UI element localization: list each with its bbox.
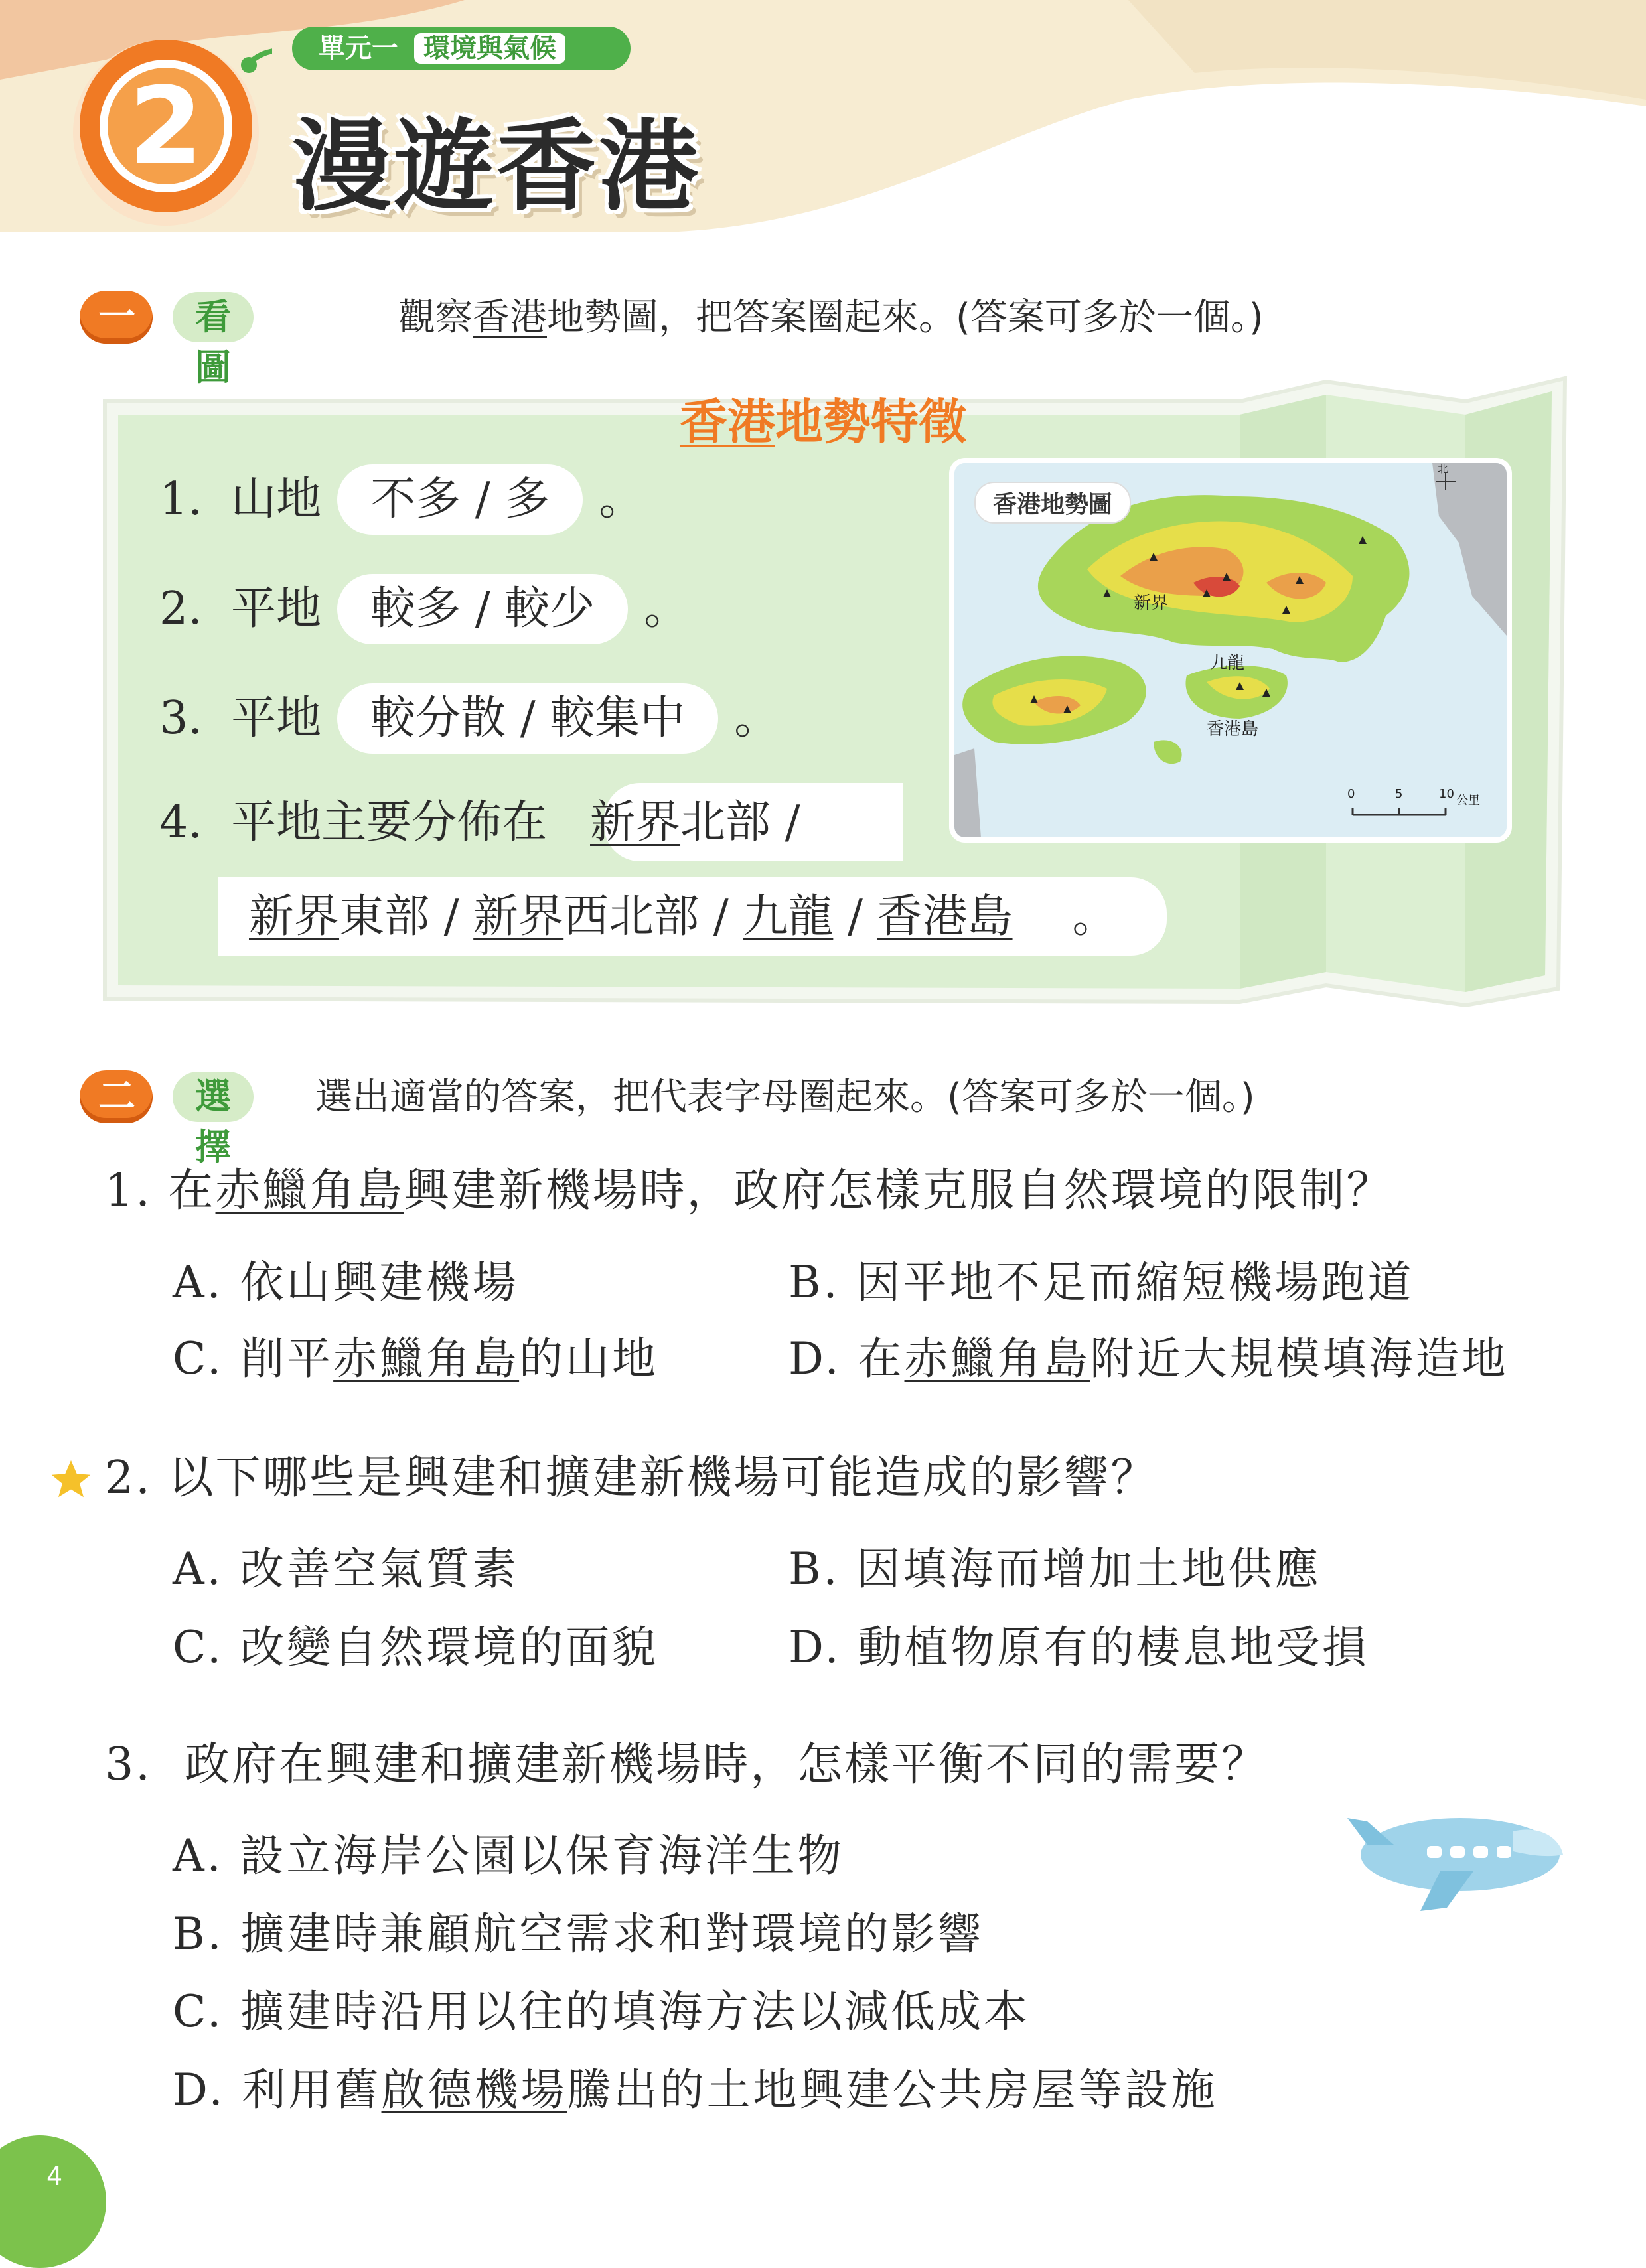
q2-option-c[interactable]: C. 改變自然環境的面貌	[173, 1622, 659, 1673]
map-label: 香港地勢圖	[974, 482, 1131, 524]
page-number-badge	[0, 2135, 106, 2268]
choice-pill-3[interactable]: 較分散 / 較集中	[337, 683, 718, 754]
q2-option-a[interactable]: A. 改善空氣質素	[173, 1543, 519, 1595]
scale-5: 5	[1395, 787, 1403, 801]
feature-item-3: 3. 平地 較分散 / 較集中 。	[159, 683, 779, 754]
q3-option-b[interactable]: B. 擴建時兼顧航空需求和對環境的影響	[173, 1908, 984, 1959]
panel-title: 香港地勢特徵	[679, 394, 967, 450]
choice-pill-2[interactable]: 較多 / 較少	[337, 574, 628, 644]
q2-option-b[interactable]: B. 因填海而增加土地供應	[788, 1543, 1321, 1595]
page-number: 4	[46, 2162, 63, 2191]
q1-option-a[interactable]: A. 依山興建機場	[173, 1257, 519, 1308]
choice-pill-1[interactable]: 不多 / 多	[337, 464, 583, 535]
north-arrow: 北	[1438, 462, 1449, 475]
section-1-number: 一	[80, 291, 153, 344]
choice-nt-east[interactable]: 新界東部 /	[249, 890, 459, 943]
section-2-instruction: 選出適當的答案，把代表字母圈起來。(答案可多於一個。)	[315, 1076, 1255, 1119]
hk-terrain-map	[949, 458, 1512, 843]
map-place-kowloon: 九龍	[1210, 653, 1245, 673]
unit-topic: 環境與氣候	[414, 33, 565, 64]
feature-item-1: 1. 山地 不多 / 多 。	[159, 464, 644, 535]
unit-label	[292, 27, 631, 70]
scale-0: 0	[1347, 787, 1355, 801]
map-place-hk-island: 香港島	[1207, 719, 1259, 739]
section-2-tag: 選擇	[173, 1072, 254, 1122]
airplane-icon	[1347, 1792, 1566, 1918]
scale-unit: 公里	[1456, 794, 1480, 808]
star-icon	[48, 1456, 94, 1503]
map-place-nt: 新界	[1134, 593, 1169, 613]
q1-option-b[interactable]: B. 因平地不足而縮短機場跑道	[788, 1257, 1414, 1308]
question-2: 2. 以下哪些是興建和擴建新機場可能造成的影響？	[105, 1452, 1158, 1504]
choice-hk-island[interactable]: 香港島	[877, 890, 1013, 943]
question-1: 1. 在赤鱲角島興建新機場時，政府怎樣克服自然環境的限制？	[105, 1165, 1394, 1217]
q1-option-d[interactable]: D. 在赤鱲角島附近大規模填海造地	[788, 1333, 1509, 1384]
section-1-instruction: 觀察香港地勢圖，把答案圈起來。(答案可多於一個。)	[398, 296, 1264, 339]
section-2-number: 二	[80, 1070, 153, 1123]
q3-option-d[interactable]: D. 利用舊啟德機場騰出的土地興建公共房屋等設施	[173, 2064, 1218, 2115]
section-1-tag: 看圖	[173, 292, 254, 342]
q1-option-c[interactable]: C. 削平赤鱲角島的山地	[173, 1333, 659, 1384]
choice-nt-north[interactable]: 新界北部 /	[590, 796, 800, 849]
lesson-number: 2	[129, 64, 203, 188]
question-3: 3. 政府在興建和擴建新機場時，怎樣平衡不同的需要？	[105, 1738, 1269, 1791]
page-title: 漫遊香港	[292, 109, 702, 225]
choice-kowloon[interactable]: 九龍	[743, 890, 834, 943]
q2-option-d[interactable]: D. 動植物原有的棲息地受損	[788, 1622, 1369, 1673]
scale-10: 10	[1439, 787, 1454, 801]
feature-item-4: 4. 平地主要分佈在 新界北部 /	[159, 796, 800, 849]
q3-option-c[interactable]: C. 擴建時沿用以往的填海方法以減低成本	[173, 1986, 1031, 2037]
feature-item-4-line2: 新界東部 / 新界西北部 / 九龍 / 香港島 。	[249, 890, 1118, 943]
choice-nt-northwest[interactable]: 新界西北部 /	[473, 890, 729, 943]
feature-item-2: 2. 平地 較多 / 較少 。	[159, 574, 689, 644]
q3-option-a[interactable]: A. 設立海岸公園以保育海洋生物	[173, 1830, 844, 1881]
unit-number: 單元一	[319, 33, 398, 64]
